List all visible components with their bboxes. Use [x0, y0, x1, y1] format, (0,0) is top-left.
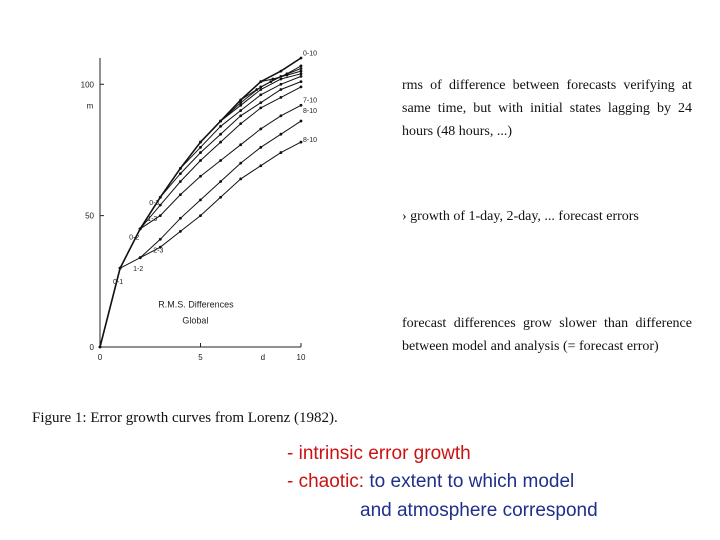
series-point [300, 67, 303, 70]
series-label: 2-3 [153, 247, 164, 255]
series-point [179, 180, 182, 183]
figure-caption: Figure 1: Error growth curves from Lorenz (1982). [32, 410, 338, 426]
series-point [300, 64, 303, 67]
series-point [300, 72, 303, 75]
series-point [119, 267, 122, 270]
series-point [199, 151, 202, 154]
series-point [300, 70, 303, 73]
bullet-correspondence [360, 498, 598, 524]
series-point [159, 214, 162, 217]
series-point [280, 96, 283, 99]
series-point [179, 217, 182, 220]
series-point [300, 104, 303, 107]
series-label: 0-3 [149, 200, 160, 208]
series-point [199, 198, 202, 201]
series-point [199, 159, 202, 162]
series-point [280, 83, 283, 86]
series-point [280, 114, 283, 117]
series-point [259, 93, 262, 96]
series-point [139, 256, 142, 259]
x-tick-label: 0 [97, 353, 103, 362]
y-axis-label: m [86, 101, 94, 111]
series-label: 1-2 [133, 265, 144, 273]
series-point [179, 172, 182, 175]
series-label: 0-1 [113, 278, 124, 286]
series-point [239, 143, 242, 146]
x-tick-label: 10 [296, 353, 306, 362]
series-point [239, 104, 242, 107]
series-label: 8-10 [303, 137, 318, 145]
series-point [239, 109, 242, 112]
rms-annotation: R.M.S. Differences [158, 299, 234, 310]
series-point [179, 167, 182, 170]
series-point [280, 151, 283, 154]
series-point [280, 133, 283, 136]
series-point [259, 128, 262, 131]
series-line [140, 87, 301, 229]
y-tick-label: 0 [89, 343, 94, 352]
description-slower-growth: forecast differences grow slower than difference between model and analysis (= forecast error) [402, 316, 692, 354]
description-forecast-error-growth: › growth of 1-day, 2-day, ... forecast errors [402, 209, 639, 224]
series-point [219, 125, 222, 128]
series-point [280, 75, 283, 78]
series-point [219, 159, 222, 162]
series-point [199, 175, 202, 178]
series-point [300, 80, 303, 83]
bullet-intrinsic-text: - intrinsic error growth [287, 443, 471, 464]
series-point [239, 99, 242, 102]
series-point [199, 146, 202, 149]
series-point [300, 86, 303, 89]
series-point [259, 101, 262, 104]
series-point [280, 88, 283, 91]
series-point [219, 180, 222, 183]
series-point [179, 230, 182, 233]
series-point [259, 86, 262, 89]
series-point [300, 141, 303, 144]
bullet-chaotic [287, 469, 574, 495]
x-tick-label: 5 [198, 353, 203, 362]
series-point [219, 133, 222, 136]
series-point [139, 227, 142, 230]
series-label: 7-10 [303, 97, 318, 105]
x-axis-label: d [260, 353, 266, 362]
series-label: 0-10 [303, 50, 318, 58]
series-point [239, 122, 242, 125]
series-point [159, 196, 162, 199]
series-label: 1-3 [147, 215, 158, 223]
series-point [239, 162, 242, 165]
series-label: 0-2 [129, 234, 140, 242]
description-rms-differences: rms of difference between forecasts verifying at same time, but with initial states lagging by 24 hours (48 hours, ...) [402, 78, 692, 139]
bullet-correspondence-text: and atmosphere correspond [360, 500, 598, 521]
series-label: 8-10 [303, 108, 318, 116]
series-point [280, 70, 283, 73]
series-point [239, 114, 242, 117]
series-point [259, 88, 262, 91]
series-point [300, 120, 303, 123]
series-point [219, 120, 222, 123]
series-point [99, 346, 102, 349]
series-point [239, 101, 242, 104]
series-point [259, 107, 262, 110]
chart-labels [113, 50, 317, 325]
series-point [219, 141, 222, 144]
y-tick-label: 100 [80, 80, 94, 90]
series-point [179, 193, 182, 196]
bullet-chaotic-text: to extent to which model [364, 471, 575, 492]
y-tick-label: 50 [85, 211, 94, 221]
series-point [300, 75, 303, 78]
series-point [219, 196, 222, 199]
series-point [199, 141, 202, 144]
series-point [280, 78, 283, 81]
series-point [239, 177, 242, 180]
series-point [259, 164, 262, 167]
series-point [300, 57, 303, 60]
series-point [259, 146, 262, 149]
bullet-chaotic-label: - chaotic: [287, 471, 365, 492]
bullet-intrinsic-growth [287, 441, 471, 467]
global-annotation: Global [182, 315, 209, 326]
series-line [140, 105, 301, 229]
series-point [259, 80, 262, 83]
series-point [159, 238, 162, 241]
series-point [199, 214, 202, 217]
error-growth-chart [70, 50, 330, 370]
